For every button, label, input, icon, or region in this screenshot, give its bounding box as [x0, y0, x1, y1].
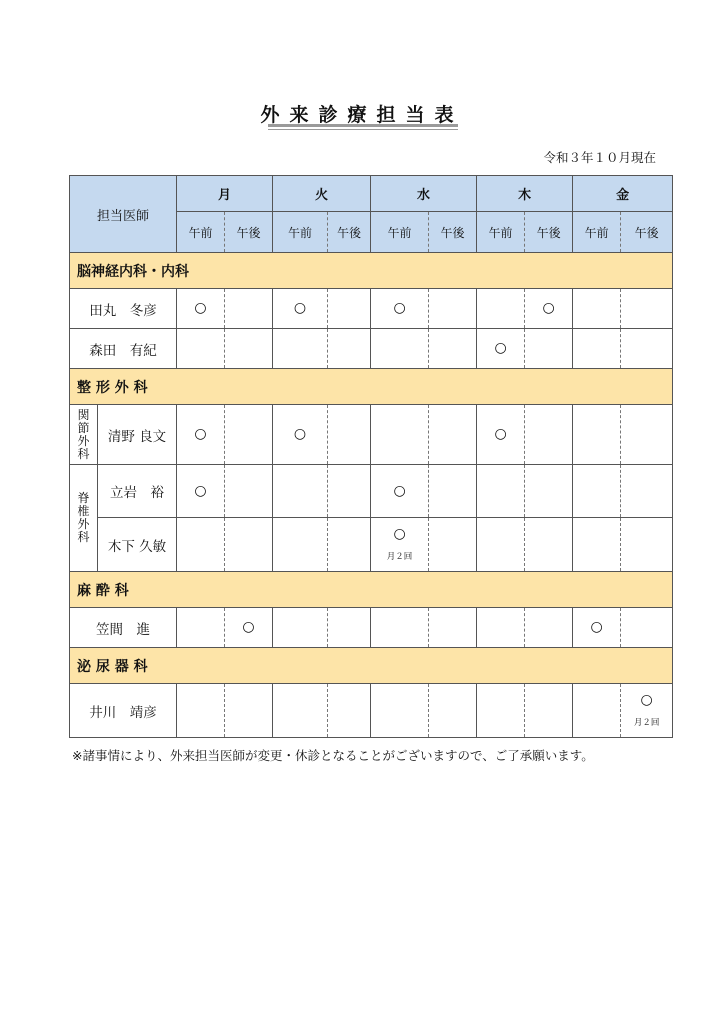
page-title: 外来診療担当表	[260, 104, 464, 126]
slot-tue-am	[273, 608, 328, 648]
subdepartment-label: 関節外科	[70, 405, 98, 465]
slot-thu-am	[477, 329, 525, 369]
slot-fri-am	[573, 518, 621, 572]
slot-mon-am	[177, 608, 225, 648]
schedule-table	[69, 175, 673, 738]
period-header-am: 午前	[273, 212, 328, 253]
frequency-note: 月２回	[633, 718, 660, 728]
doctor-name: 木下 久敏	[98, 518, 177, 572]
doctor-row	[70, 329, 673, 369]
department-name: 麻 酔 科	[70, 572, 673, 608]
slot-tue-am	[273, 405, 328, 465]
slot-wed-am	[371, 518, 429, 572]
on-duty-mark: ○	[393, 300, 406, 316]
slot-thu-pm	[525, 518, 573, 572]
doctor-name: 立岩 裕	[98, 465, 177, 518]
on-duty-mark: ○	[494, 426, 507, 442]
day-header-thu: 木	[477, 176, 573, 212]
slot-tue-pm	[328, 289, 371, 329]
slot-fri-pm	[621, 684, 673, 738]
slot-wed-pm	[429, 405, 477, 465]
on-duty-mark: ○	[494, 340, 507, 356]
slot-wed-am	[371, 465, 429, 518]
slot-thu-am	[477, 608, 525, 648]
slot-thu-am	[477, 405, 525, 465]
on-duty-mark: ○	[542, 300, 555, 316]
slot-wed-am	[371, 608, 429, 648]
slot-mon-pm	[225, 684, 273, 738]
period-header-am: 午前	[477, 212, 525, 253]
slot-thu-pm	[525, 289, 573, 329]
slot-fri-pm	[621, 405, 673, 465]
slot-mon-am	[177, 329, 225, 369]
footnote: ※諸事情により、外来担当医師が変更・休診となることがございますので、ご了承願います。	[72, 748, 594, 763]
department-name: 整 形 外 科	[70, 369, 673, 405]
doctor-row	[70, 608, 673, 648]
on-duty-mark: ○	[293, 300, 307, 316]
doctor-row	[70, 518, 673, 572]
slot-tue-pm	[328, 329, 371, 369]
slot-mon-pm	[225, 465, 273, 518]
doctor-row	[70, 289, 673, 329]
slot-fri-pm	[621, 465, 673, 518]
slot-tue-am	[273, 329, 328, 369]
slot-mon-pm	[225, 518, 273, 572]
slot-tue-am	[273, 289, 328, 329]
title-underline	[268, 124, 458, 127]
department-row	[70, 369, 673, 405]
slot-wed-am	[371, 329, 429, 369]
on-duty-mark: ○	[242, 619, 255, 635]
department-row	[70, 572, 673, 608]
slot-wed-pm	[429, 465, 477, 518]
period-header-am: 午前	[573, 212, 621, 253]
slot-fri-am	[573, 405, 621, 465]
slot-tue-pm	[328, 405, 371, 465]
doctor-row	[70, 405, 673, 465]
slot-tue-pm	[328, 518, 371, 572]
slot-tue-pm	[328, 608, 371, 648]
slot-thu-am	[477, 684, 525, 738]
doctor-name: 森田 有紀	[70, 329, 177, 369]
day-header-fri: 金	[573, 176, 673, 212]
slot-fri-pm	[621, 608, 673, 648]
slot-wed-pm	[429, 329, 477, 369]
slot-mon-am	[177, 405, 225, 465]
slot-fri-am	[573, 289, 621, 329]
on-duty-mark: ○	[194, 482, 207, 499]
slot-fri-am	[573, 608, 621, 648]
frequency-note: 月２回	[386, 552, 413, 562]
department-row	[70, 648, 673, 684]
slot-mon-am	[177, 465, 225, 518]
slot-fri-am	[573, 465, 621, 518]
on-duty-mark: ○	[194, 426, 207, 442]
department-row	[70, 253, 673, 289]
slot-mon-pm	[225, 329, 273, 369]
slot-mon-am	[177, 684, 225, 738]
period-header-pm: 午後	[621, 212, 673, 253]
slot-wed-pm	[429, 289, 477, 329]
period-header-pm: 午後	[429, 212, 477, 253]
slot-wed-am	[371, 684, 429, 738]
slot-thu-am	[477, 289, 525, 329]
slot-thu-am	[477, 465, 525, 518]
department-name: 泌 尿 器 科	[70, 648, 673, 684]
doctor-name: 井川 靖彦	[70, 684, 177, 738]
on-duty-mark: ○	[293, 426, 307, 442]
subdepartment-label: 脊椎外科	[70, 465, 98, 572]
slot-thu-pm	[525, 465, 573, 518]
slot-mon-am	[177, 289, 225, 329]
slot-wed-am	[371, 405, 429, 465]
on-duty-mark: ○	[194, 300, 207, 316]
on-duty-mark: ○	[393, 482, 406, 499]
slot-tue-pm	[328, 465, 371, 518]
period-header-pm: 午後	[525, 212, 573, 253]
slot-tue-am	[273, 465, 328, 518]
slot-fri-am	[573, 329, 621, 369]
slot-tue-pm	[328, 684, 371, 738]
slot-fri-pm	[621, 329, 673, 369]
doctor-row	[70, 684, 673, 738]
period-header-pm: 午後	[225, 212, 273, 253]
day-header-tue: 火	[273, 176, 371, 212]
on-duty-mark: ○	[393, 526, 406, 542]
slot-mon-pm	[225, 289, 273, 329]
slot-thu-pm	[525, 405, 573, 465]
day-header-wed: 水	[371, 176, 477, 212]
slot-mon-pm	[225, 608, 273, 648]
department-name: 脳神経内科・内科	[70, 253, 673, 289]
doctor-name: 笠間 進	[70, 608, 177, 648]
slot-mon-pm	[225, 405, 273, 465]
slot-fri-pm	[621, 289, 673, 329]
slot-fri-am	[573, 684, 621, 738]
slot-wed-am	[371, 289, 429, 329]
slot-fri-pm	[621, 518, 673, 572]
slot-tue-am	[273, 518, 328, 572]
doctor-row	[70, 465, 673, 518]
doctor-column-header: 担当医師	[70, 176, 177, 253]
day-header-mon: 月	[177, 176, 273, 212]
on-duty-mark: ○	[640, 692, 653, 708]
slot-wed-pm	[429, 518, 477, 572]
period-header-am: 午前	[177, 212, 225, 253]
slot-mon-am	[177, 518, 225, 572]
slot-wed-pm	[429, 684, 477, 738]
slot-thu-pm	[525, 684, 573, 738]
slot-thu-am	[477, 518, 525, 572]
doctor-name: 田丸 冬彦	[70, 289, 177, 329]
slot-thu-pm	[525, 608, 573, 648]
period-header-am: 午前	[371, 212, 429, 253]
slot-wed-pm	[429, 608, 477, 648]
period-header-pm: 午後	[328, 212, 371, 253]
header-row-days	[70, 176, 673, 212]
as-of-date: 令和３年１０月現在	[543, 150, 656, 165]
doctor-name: 清野 良文	[98, 405, 177, 465]
on-duty-mark: ○	[590, 619, 603, 635]
title-underline-thin	[268, 129, 458, 130]
slot-tue-am	[273, 684, 328, 738]
slot-thu-pm	[525, 329, 573, 369]
